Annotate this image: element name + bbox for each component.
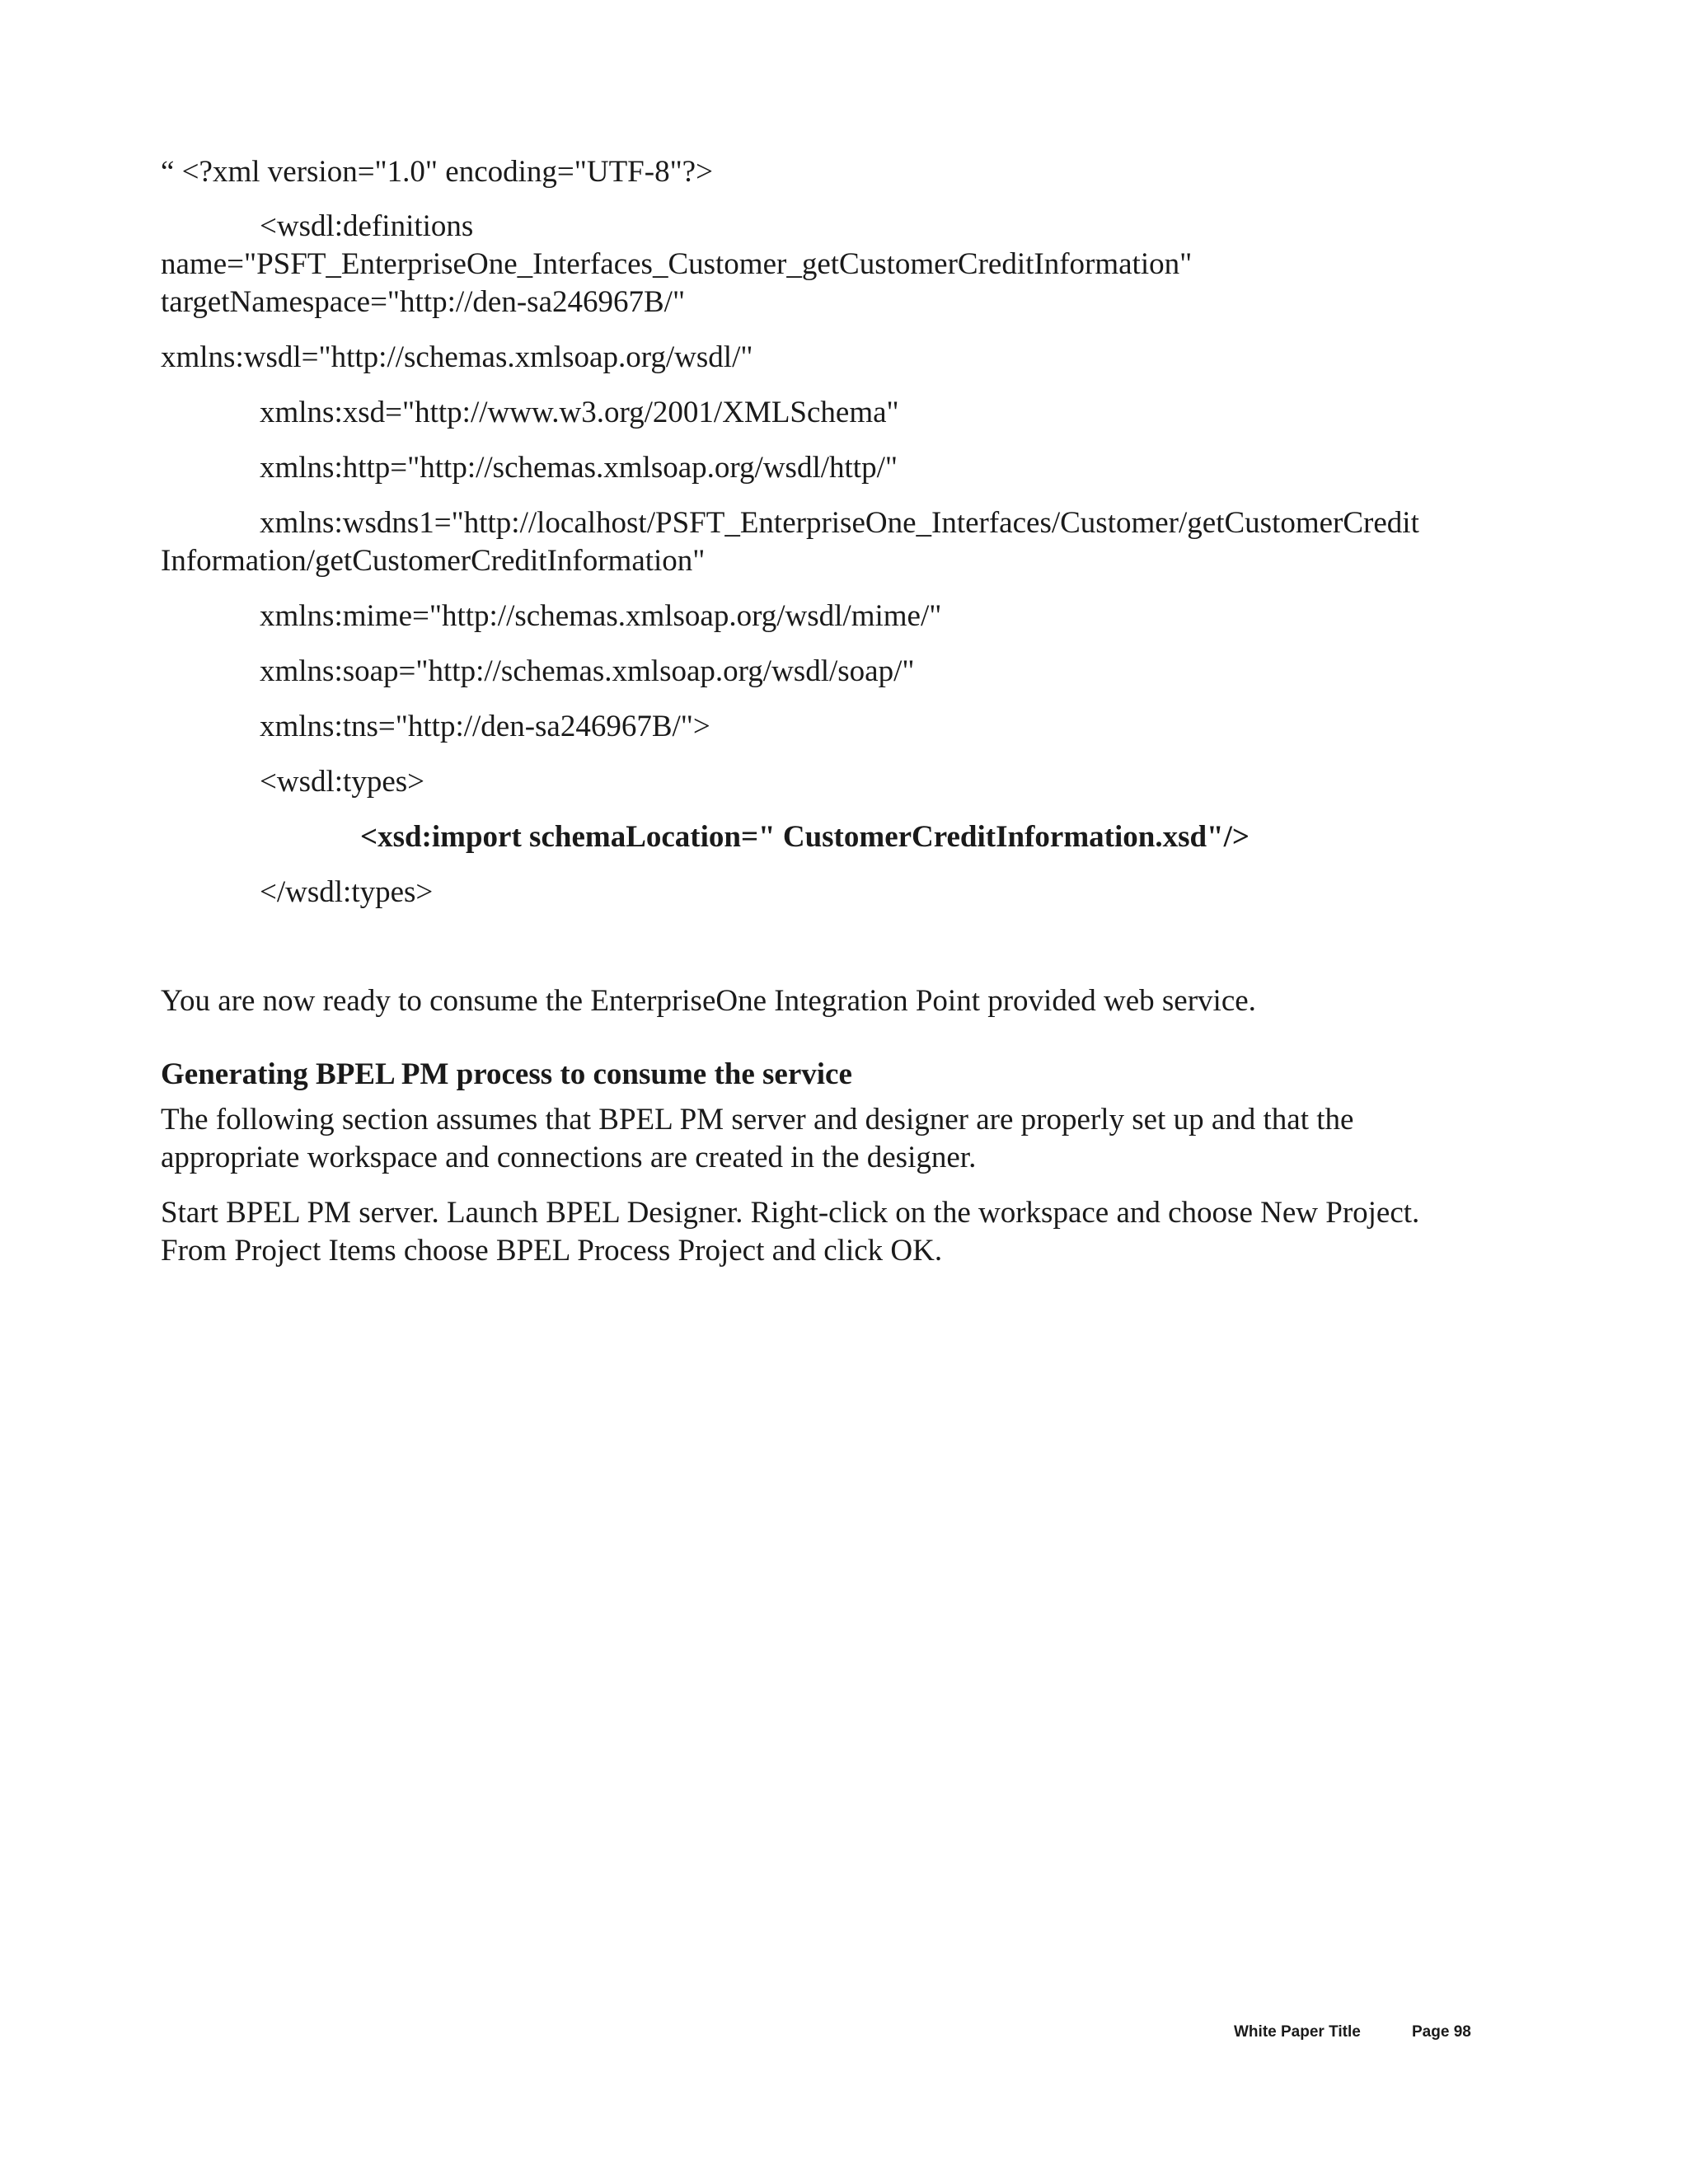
code-line: Information/getCustomerCreditInformation" bbox=[161, 544, 706, 578]
code-line: name="PSFT_EnterpriseOne_Interfaces_Customer_getCustomerCreditInformation" bbox=[161, 247, 1193, 281]
code-line: <wsdl:definitions bbox=[260, 209, 474, 243]
code-line: xmlns:wsdns1="http://localhost/PSFT_EnterpriseOne_Interfaces/Customer/getCustomerCredit bbox=[260, 506, 1419, 540]
footer-page-number: Page 98 bbox=[1412, 2023, 1471, 2041]
code-line-import: <xsd:import schemaLocation=" CustomerCreditInformation.xsd"/> bbox=[360, 820, 1250, 854]
code-line: xmlns:http="http://schemas.xmlsoap.org/wsdl/http/" bbox=[260, 451, 898, 485]
code-line: </wsdl:types> bbox=[260, 875, 434, 909]
code-line: xmlns:wsdl="http://schemas.xmlsoap.org/wsdl/" bbox=[161, 340, 753, 374]
code-line: targetNamespace="http://den-sa246967B/" bbox=[161, 285, 686, 319]
code-line: xmlns:soap="http://schemas.xmlsoap.org/wsdl/soap/" bbox=[260, 654, 915, 688]
paragraph-line: From Project Items choose BPEL Process Project and click OK. bbox=[161, 1234, 943, 1268]
paragraph-line: appropriate workspace and connections are created in the designer. bbox=[161, 1141, 977, 1174]
footer-doc-title: White Paper Title bbox=[1234, 2023, 1361, 2041]
paragraph-line: The following section assumes that BPEL PM server and designer are properly set up and that the bbox=[161, 1103, 1354, 1137]
section-heading: Generating BPEL PM process to consume the service bbox=[161, 1057, 852, 1091]
code-line: xmlns:mime="http://schemas.xmlsoap.org/wsdl/mime/" bbox=[260, 599, 942, 633]
ready-statement: You are now ready to consume the EnterpriseOne Integration Point provided web service. bbox=[161, 984, 1256, 1018]
code-line: “ <?xml version="1.0" encoding="UTF-8"?> bbox=[161, 155, 713, 189]
code-line: <wsdl:types> bbox=[260, 765, 425, 799]
code-line: xmlns:xsd="http://www.w3.org/2001/XMLSchema" bbox=[260, 396, 899, 429]
code-line: xmlns:tns="http://den-sa246967B/"> bbox=[260, 710, 710, 743]
paragraph-line: Start BPEL PM server. Launch BPEL Designer. Right-click on the workspace and choose New Project. bbox=[161, 1196, 1420, 1230]
